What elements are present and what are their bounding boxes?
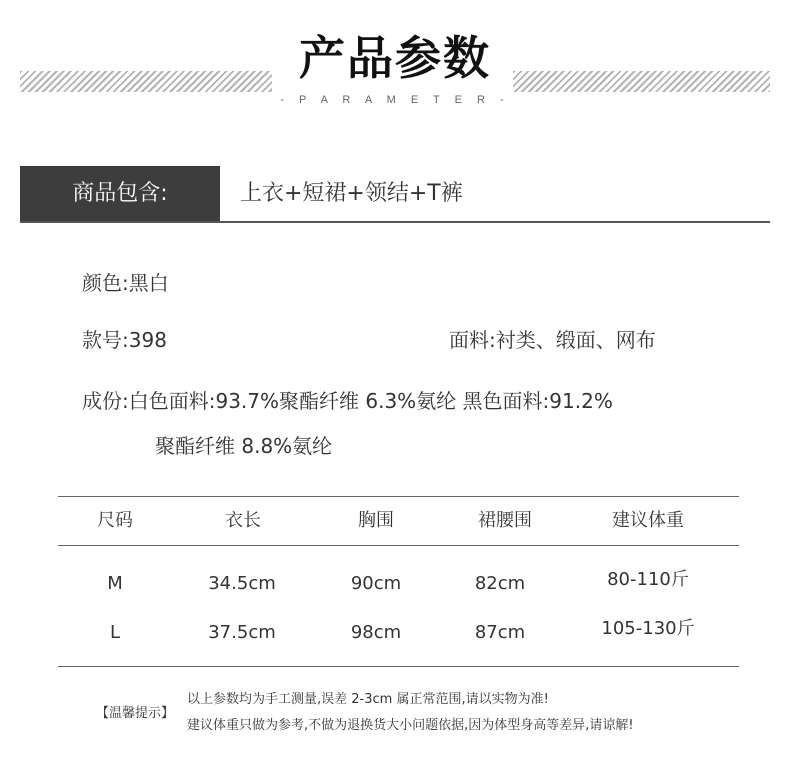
page-subtitle: - P A R A M E T E R - [280,94,510,106]
model-value: 398 [128,328,167,352]
model-label: 款号: [82,328,129,352]
package-bar [20,166,770,223]
table-cell: 82cm [474,573,526,594]
composition-line1: 白色面料:93.7%聚酯纤维 6.3%氨纶 黑色面料:91.2% [128,389,613,413]
table-cell: 80-110斤 [607,569,689,590]
model-row [82,326,167,354]
table-bottom-rule [58,666,739,667]
fabric-label: 面料: [449,328,496,352]
table-cell: M [107,573,123,594]
color-value: 黑白 [128,271,169,295]
notes-tag: 【温馨提示】 [96,706,175,721]
notes-line-2: 建议体重只做为参考,不做为退换货大小问题依据,因为体型身高等差异,请谅解! [187,718,634,733]
table-header: 衣长 [225,510,261,531]
package-value: 上衣+短裙+领结+T裤 [240,181,463,206]
table-cell: 105-130斤 [601,618,695,639]
composition-row [82,387,613,415]
composition-line2: 聚酯纤维 8.8%氨纶 [155,434,333,458]
color-label: 颜色: [82,271,129,295]
table-header: 裙腰围 [478,510,532,531]
fabric-row [449,326,656,354]
composition-label: 成份: [82,389,129,413]
page-title: 产品参数 [299,31,491,85]
table-cell: L [109,622,121,643]
table-header: 胸围 [358,510,394,531]
color-row [82,269,169,297]
table-cell: 98cm [350,622,402,643]
table-cell: 37.5cm [208,622,276,643]
notes-line-1: 以上参数均为手工测量,误差 2-3cm 属正常范围,请以实物为准! [187,692,549,707]
fabric-value: 衬类、缎面、网布 [495,328,656,352]
table-cell: 87cm [474,622,526,643]
package-label: 商品包含: [20,166,220,221]
table-cell: 34.5cm [208,573,276,594]
table-header-rule [58,545,739,546]
table-header: 建议体重 [612,510,684,531]
table-header: 尺码 [97,510,133,531]
table-top-rule [58,496,739,497]
table-cell: 90cm [350,573,402,594]
